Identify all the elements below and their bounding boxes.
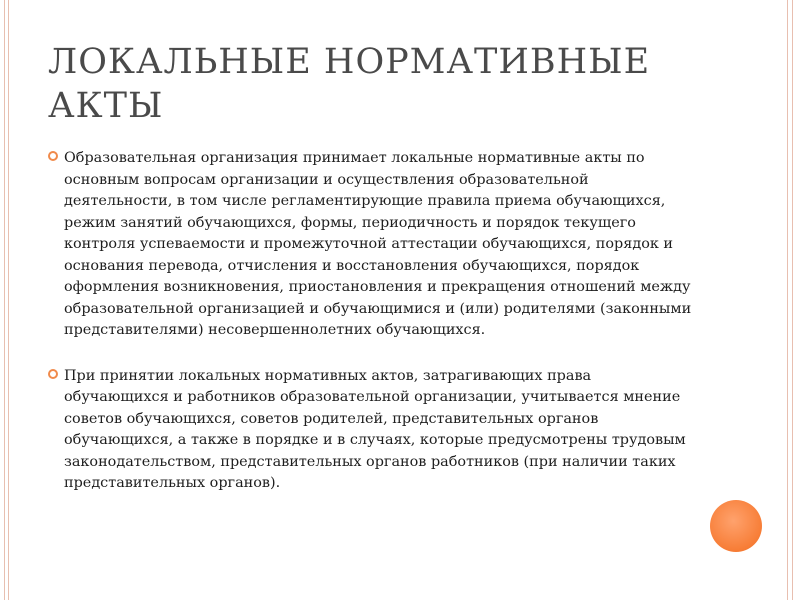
bullet-circle-icon [48, 369, 58, 379]
decorative-orange-circle [710, 500, 762, 552]
bullet-item [48, 148, 693, 342]
right-border-line [792, 0, 793, 600]
bullet-item [48, 366, 693, 495]
bullet-circle-icon [48, 151, 58, 161]
slide-title: ЛОКАЛЬНЫЕ НОРМАТИВНЫЕ АКТЫ [48, 42, 651, 126]
right-border-line-inner [787, 0, 788, 600]
slide-content [48, 148, 693, 519]
left-border-line-inner [8, 0, 9, 600]
left-border-line [4, 0, 5, 600]
bullet-text: При принятии локальных нормативных актов, затрагивающих права обучающихся и работников образовательной организации, учитывается мнение советов обучающихся, советов родителей, представительных органов обучающихся, а также в порядке и в случаях, которые предусмотрены трудовым законодательством, представительных органов работников (при наличии таких представительных органов). [64, 367, 686, 491]
bullet-text: Образовательная организация принимает локальные нормативные акты по основным вопросам организации и осуществления образовательной деятельности, в том числе регламентирующие правила приема обучающихся, режим занятий обучающихся, формы, периодичность и порядок текущего контроля успеваемости и промежуточной аттестации обучающихся, порядок и основания перевода, отчисления и восстановления обучающихся, порядок оформления возникновения, приостановления и прекращения отношений между образовательной организацией и обучающимися и (или) родителями (законными представителями) несовершеннолетних обучающихся. [64, 150, 692, 338]
